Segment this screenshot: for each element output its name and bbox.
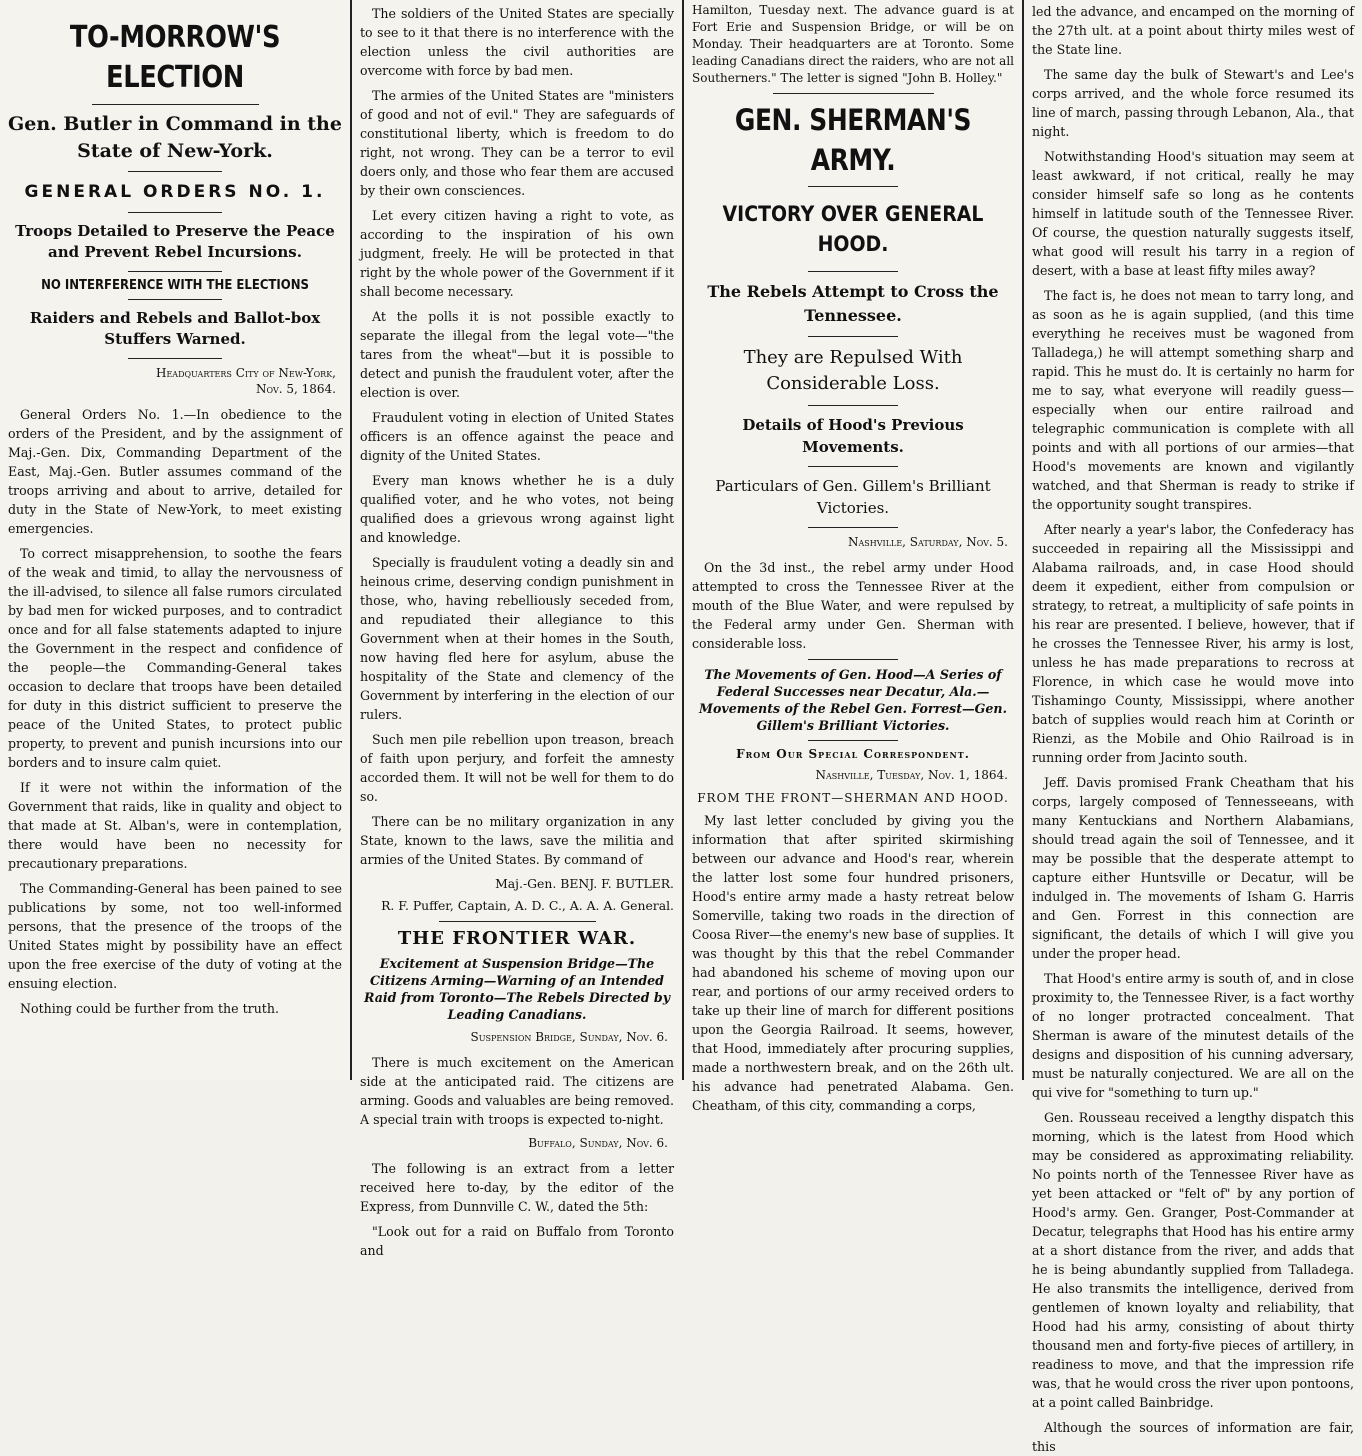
paragraph: Although the sources of information are fair, this (1032, 1420, 1354, 1454)
separator (808, 271, 898, 272)
separator (128, 299, 222, 300)
separator (808, 659, 898, 660)
election-headline: TO-MORROW'S ELECTION (69, 20, 281, 95)
paragraph: Let every citizen having a right to vote, as according to the inspiration of his own judgment, freely. He will be protected in that right by the whole power of the Government if it shall become necessary. (360, 208, 674, 299)
paragraph: That Hood's entire army is south of, and in close proximity to, the Tennessee River, is a fact worthy of no longer protracted concealment. That Sherman is aware of the minutest details of the designs and disposition of his cunning adversary, must be naturally conjectured. We are all on the qui vive for "something to turn up." (1032, 971, 1354, 1100)
puffer-signature: R. F. Puffer, Captain, A. D. C., A. A. A. General. (381, 898, 674, 913)
nashville-dateline: Nashville, Saturday, Nov. 5. (848, 535, 1008, 549)
gillem-deck: Particulars of Gen. Gillem's Brilliant Victories. (715, 477, 991, 517)
general-orders-head: GENERAL ORDERS NO. 1. (24, 182, 326, 202)
column-3 (684, 0, 1022, 1113)
rebels-attempt-deck: The Rebels Attempt to Cross the Tennessee. (707, 282, 999, 325)
dateline-line2: Nov. 5, 1864. (256, 382, 336, 396)
paragraph: Nothing could be further from the truth. (20, 1001, 279, 1016)
separator (808, 405, 898, 406)
paragraph: Fraudulent voting in election of United States officers is an offence against the peace and dignity of the United States. (360, 410, 674, 463)
paragraph: led the advance, and encamped on the morning of the 27th ult. at a point about thirty miles west of the State line. (1032, 4, 1354, 57)
correspondent-line: From Our Special Correspondent. (736, 747, 970, 761)
paragraph: General Orders No. 1.—In obedience to the orders of the President, and by the assignment of Maj.-Gen. Dix, Commanding Department of the East, Maj.-Gen. Butler assumes command of the troops arriving and about to arrive, detailed for duty in the State of New-York, to meet existing emergencies. (8, 407, 342, 536)
paragraph: Every man knows whether he is a duly qualified voter, and he who votes, not being qualified does a grievous wrong against light and knowledge. (360, 473, 674, 545)
paragraph: Gen. Rousseau received a lengthy dispatch this morning, which is the latest from Hood which may be considered as approximating reliability. No points north of the Tennessee River have as yet been attacked or "felt of" by any portion of Hood's army. Gen. Granger, Post-Commander at Decatur, telegraphs that Hood has his entire army at a short distance from the river, and adds that he is being abundantly supplied from Talladega. He also transmits the intelligence, derived from gentlemen of known loyalty and reliability, that Hood had his army, consisting of about thirty thousand men and forty-five pieces of artillery, in readiness to move, and that the impression rife was, that he would cross the river upon pontoons, at a point called Bainbridge. (1032, 1110, 1354, 1410)
paragraph: Specially is fraudulent voting a deadly sin and heinous crime, deserving condign punishment in those, who, having rebelliously seceded from, and repudiated their allegiance to this Government when at their homes in the South, now having fled here for asylum, abuse the hospitality of the State and clemency of the Government by interfering in the election of our rulers. (360, 555, 674, 722)
paragraph: If it were not within the information of the Government that raids, like in quality and object to that made at St. Alban's, were in contemplation, there would have been no necessity for precautionary preparations. (8, 780, 342, 871)
separator (808, 466, 898, 467)
column-4 (1024, 0, 1362, 1454)
paragraph: On the 3d inst., the rebel army under Hood attempted to cross the Tennessee River at the mouth of the Blue Water, and were repulsed by the Federal army under Gen. Sherman with considerable loss. (692, 560, 1014, 651)
paragraph: The armies of the United States are "ministers of good and not of evil." They are safeguards of constitutional liberty, which is freedom to do right, not wrong. They can be a terror to evil doers only, and those who fear them are accused by their own consciences. (360, 88, 674, 198)
separator (808, 336, 898, 337)
paragraph: Hamilton, Tuesday next. The advance guard is at Fort Erie and Suspension Bridge, or will be on Monday. Their headquarters are at Toronto. Some leading Canadians direct the raiders, who are not all Southerners." The letter is signed "John B. Holley." (692, 3, 1014, 85)
separator (808, 740, 898, 741)
paragraph: "Look out for a raid on Buffalo from Toronto and (360, 1224, 674, 1258)
troops-deck: Troops Detailed to Preserve the Peace and Prevent Rebel Incursions. (15, 222, 335, 261)
repulsed-deck: They are Repulsed With Considerable Loss. (743, 347, 963, 394)
separator (128, 171, 222, 172)
separator (773, 93, 934, 94)
separator (92, 104, 259, 105)
nashville-nov1-dateline: Nashville, Tuesday, Nov. 1, 1864. (815, 768, 1008, 782)
paragraph: My last letter concluded by giving you the information that after spirited skirmishing between our advance and Hood's rear, wherein the latter lost some four hundred prisoners, Hood's entire army made a hasty retreat below Somerville, taking two roads in the direction of Coosa River—the enemy's new base of supplies. It was thought by this that the rebel Commander had abandoned his scheme of moving upon our rear, and portions of our army received orders to take up their line of march for different positions upon the Georgia Railroad. It seems, however, that Hood, immediately after procuring supplies, made a northwestern break, and on the 26th ult. his advance had penetrated Alabama. Gen. Cheatham, of this city, commanding a corps, (692, 813, 1014, 1113)
paragraph: The fact is, he does not mean to tarry long, and as soon as he is again supplied, (and this time everything he receives must be wagoned from Talladega,) he will attempt something sharp and rapid. This he must do. It is certainly no harm for me to say, what everyone will readily guess—especially when our entire railroad and telegraphic communication is complete with all points and with all portions of our armies—that Hood's movements are known and vigilantly watched, and that Sherman is ready to strike if the opportunity sought transpires. (1032, 288, 1354, 512)
hoods-movements-deck: Details of Hood's Previous Movements. (742, 416, 964, 456)
butler-signature: Maj.-Gen. BENJ. F. BUTLER. (495, 876, 674, 891)
paragraph: Jeff. Davis promised Frank Cheatham that his corps, largely composed of Tennesseeans, with many Kentuckians and Northern Alabamians, should tread again the soil of Tennessee, and it may be possible that the desperate attempt to capture either Huntsville or Decatur, will be indulged in. The movements of Isham G. Harris and Gen. Forrest in this connection are significant, the details of which I will give you under the proper head. (1032, 775, 1354, 961)
paragraph: Such men pile rebellion upon treason, breach of faith upon perjury, and forfeit the amnesty accorded them. It will not be well for them to do so. (360, 732, 674, 804)
frontier-war-deck: Excitement at Suspension Bridge—The Citizens Arming—Warning of an Intended Raid from Toronto—The Rebels Directed by Leading Canadians. (363, 956, 671, 1022)
paragraph: There can be no military organization in any State, known to the laws, save the militia and armies of the United States. By command of (360, 814, 674, 867)
frontier-war-headline: THE FRONTIER WAR. (397, 928, 637, 949)
buffalo-dateline: Buffalo, Sunday, Nov. 6. (528, 1136, 668, 1150)
separator (808, 527, 898, 528)
paragraph: There is much excitement on the American side at the anticipated raid. The citizens are arming. Goods and valuables are being removed. A special train with troops is expected to-night. (360, 1055, 674, 1127)
butler-subhead: Gen. Butler in Command in the State of New-York. (8, 113, 342, 162)
movements-deck: The Movements of Gen. Hood—A Series of Federal Successes near Decatur, Ala.—Movements of the Rebel Gen. Forrest—Gen. Gillem's Brilliant Victories. (699, 667, 1007, 733)
separator (439, 921, 596, 922)
paragraph: After nearly a year's labor, the Confederacy has succeeded in repairing all the Mississippi and Alabama railroads, and, in case Hood should deem it expedient, either from compulsion or strategy, to retreat, a multiplicity of safe points in his rear are presented. I believe, however, that if he crosses the Tennessee River, his army is lost, unless he has made preparations to recross at Florence, in which case he would move into Tishamingo County, Mississippi, where another batch of supplies would reach him at Corinth or Rienzi, as the Mobile and Ohio Railroad is in running order from Jacinto south. (1032, 522, 1354, 765)
separator (808, 186, 898, 187)
from-the-front-line: FROM THE FRONT—SHERMAN AND HOOD. (697, 791, 1009, 805)
separator (128, 212, 222, 213)
paragraph: The same day the bulk of Stewart's and Lee's corps arrived, and the whole force resumed its line of march, passing through Lebanon, Ala., that night. (1032, 67, 1354, 139)
raiders-deck: Raiders and Rebels and Ballot-box Stuffers Warned. (29, 309, 321, 348)
separator (128, 271, 222, 272)
paragraph: The Commanding-General has been pained to see publications by some, not too well-informed persons, that the presence of the troops of the United States might by possibility have an effect upon the free exercise of the duty of voting at the ensuing election. (8, 881, 342, 991)
paragraph: The soldiers of the United States are specially to see to it that there is no interference with the election unless the civil authorities are overcome with force by bad men. (360, 6, 674, 78)
headquarters-dateline (8, 365, 336, 397)
paragraph: To correct misapprehension, to soothe the fears of the weak and timid, to allay the nervousness of the ill-advised, to silence all false rumors circulated by bad men for wicked purposes, and to contradict once and for all false statements adapted to injure the Government in the respect and confidence of the people—the Commanding-General takes occasion to declare that troops have been detailed for duty in this district sufficient to preserve the peace of the United States, to protect public property, to prevent and punish incursions into our borders and to insure calm quiet. (8, 546, 342, 770)
column-1 (0, 0, 350, 1080)
paragraph: At the polls it is not possible exactly to separate the illegal from the legal vote—"the tares from the wheat"—but it is possible to detect and punish the fraudulent voter, after the election is over. (360, 309, 674, 400)
suspension-bridge-dateline: Suspension Bridge, Sunday, Nov. 6. (470, 1030, 668, 1044)
no-interference-deck: NO INTERFERENCE WITH THE ELECTIONS (41, 278, 309, 293)
victory-subhead: VICTORY OVER GENERAL HOOD. (722, 202, 984, 256)
sherman-headline: GEN. SHERMAN'S ARMY. (734, 103, 972, 177)
paragraph: The following is an extract from a letter received here to-day, by the editor of the Express, from Dunnville C. W., dated the 5th: (360, 1161, 674, 1214)
column-2 (352, 0, 682, 1258)
separator (128, 358, 222, 359)
paragraph: Notwithstanding Hood's situation may seem at least awkward, if not critical, really he may consider himself safe so long as he contents himself in latitude south of the Tennessee River. Of course, the question naturally suggests itself, what good will result his tarry in a region of desert, with a base at least fifty miles away? (1032, 149, 1354, 278)
dateline-line1: Headquarters City of New-York, (156, 366, 336, 380)
